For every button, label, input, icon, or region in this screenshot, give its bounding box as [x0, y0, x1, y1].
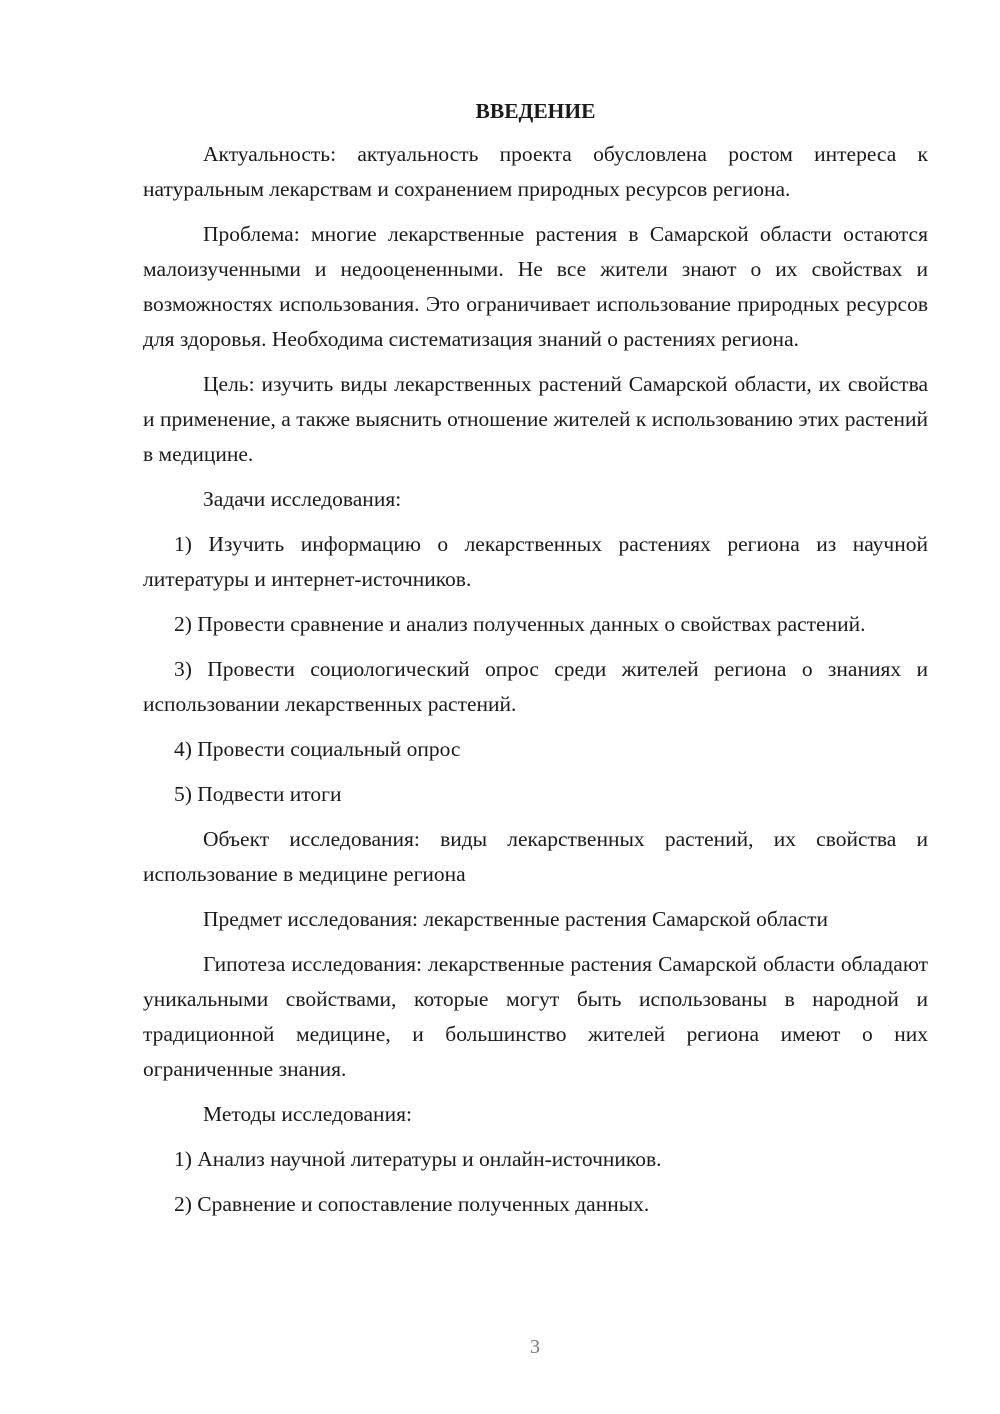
- task-item: 3) Провести социологический опрос среди жителей региона о знаниях и использовании лекарственных растений.: [143, 657, 928, 716]
- object-paragraph: Объект исследования: виды лекарственных растений, их свойства и использование в медицине региона: [143, 827, 928, 886]
- hypothesis-paragraph: Гипотеза исследования: лекарственные растения Самарской области обладают уникальными свойствами, которые могут быть использованы в народной и традиционной медицине, и большинство жителей региона имеют о них ограниченные знания.: [143, 952, 928, 1081]
- problem-paragraph: Проблема: многие лекарственные растения в Самарской области остаются малоизученными и недооцененными. Не все жители знают о их свойствах и возможностях использования. Это ограничивает использование природных ресурсов для здоровья. Необходима систематизация знаний о растениях региона.: [143, 222, 928, 351]
- document-body: [143, 96, 928, 1232]
- task-item: 2) Провести сравнение и анализ полученных данных о свойствах растений.: [174, 612, 866, 636]
- page-number: 3: [530, 1336, 540, 1358]
- task-item: 1) Изучить информацию о лекарственных растениях региона из научной литературы и интернет-источников.: [143, 532, 928, 591]
- method-item: 2) Сравнение и сопоставление полученных данных.: [174, 1192, 650, 1216]
- relevance-paragraph: Актуальность: актуальность проекта обусловлена ростом интереса к натуральным лекарствам и сохранением природных ресурсов региона.: [143, 142, 928, 201]
- goal-paragraph: Цель: изучить виды лекарственных растений Самарской области, их свойства и применение, а также выяснить отношение жителей к использованию этих растений в медицине.: [143, 372, 928, 466]
- method-item: 1) Анализ научной литературы и онлайн-источников.: [174, 1147, 662, 1171]
- page-title: ВВЕДЕНИЕ: [475, 99, 596, 123]
- task-item: 4) Провести социальный опрос: [174, 737, 461, 761]
- methods-heading: Методы исследования:: [203, 1102, 412, 1126]
- subject-paragraph: Предмет исследования: лекарственные растения Самарской области: [203, 907, 828, 931]
- task-item: 5) Подвести итоги: [174, 782, 342, 806]
- tasks-heading: Задачи исследования:: [203, 487, 402, 511]
